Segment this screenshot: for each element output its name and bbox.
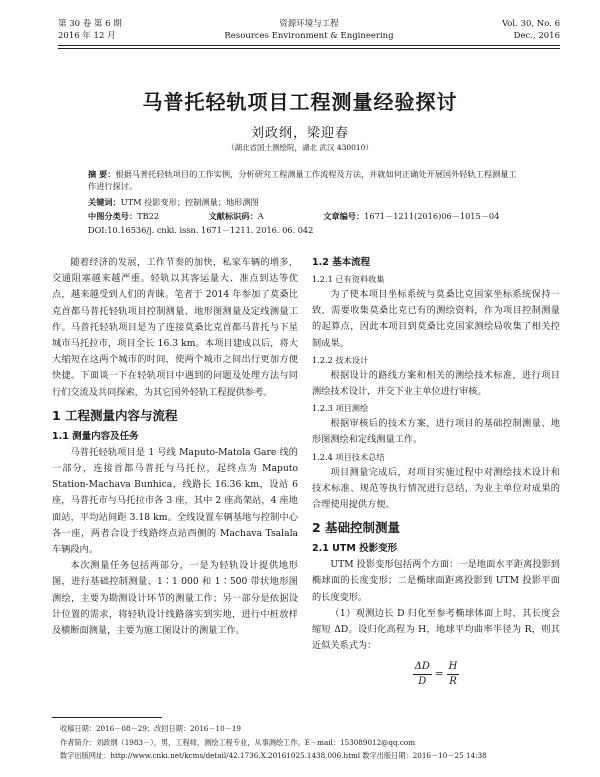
classification-row [88, 210, 520, 222]
formula-right-numerator: H [447, 660, 460, 675]
section-1-heading: 1 工程测量内容与流程 [52, 407, 178, 423]
section-1-2-3-paragraph: 根据审核后的技术方案，进行项目的基础控制测量、地形图测绘和定线测量工作。 [312, 418, 560, 446]
footnote-received: 收稿日期：2016－08－29；改回日期：2016－10－19 [60, 724, 241, 733]
clc-label: 中图分类号： [88, 211, 138, 221]
abstract [88, 168, 520, 192]
formula-equals: = [435, 669, 444, 681]
doc-code-value: A [257, 211, 264, 221]
section-1-2-1-paragraph: 为了使本项目坐标系统与莫桑比克国家坐标系统保持一致，需要收集莫桑比克已有的测绘资料，作为项目控制测量的起算点，因此本项目到莫桑比克国家测绘局收集了相关控制成果。 [312, 289, 560, 349]
footnote-publish: 数字出版网址：http://www.cnki.net/kcms/detail/42.1736.X.20161025.1438.006.html 数字出版日期：2016－10－25 14:38 [60, 751, 487, 760]
formula [312, 660, 560, 689]
keywords-text: UTM 投影变形；控制测量；地形测图 [120, 197, 259, 207]
section-1-2-2-paragraph: 根据设计的路线方案和相关的测绘技术标准，进行项目测绘技术设计，并交下业主单位进行审核。 [312, 369, 560, 398]
paper-affiliation: （湖北省国土测绘院，湖北 武汉 430010） [227, 143, 373, 152]
section-2-1-paragraph-1: UTM 投影变形包括两个方面：一是地面水平距离投影到椭球面的长度变形；二是椭球面距离投影到 UTM 投影平面的长度变形。 [312, 559, 560, 603]
paper-authors: 刘政纲，梁迎春 [250, 126, 349, 141]
journal-name-cn: 资源环境与工程 [279, 19, 339, 29]
volume-issue: 第 30 卷 第 6 期 [58, 19, 122, 29]
section-1-2-4-heading: 1.2.4 项目技术总结 [312, 451, 385, 462]
formula-denominator: D [418, 676, 427, 688]
formula-numerator: ΔD [413, 660, 432, 675]
keywords [88, 196, 520, 208]
keywords-label: 关键词： [88, 197, 121, 207]
article-number-value: 1671－1211(2016)06－1015－04 [364, 211, 500, 221]
left-column [52, 255, 298, 639]
year-month: 2016 年 12 月 [58, 31, 116, 41]
footnote-divider [52, 717, 162, 718]
section-1-2-heading: 1.2 基本流程 [312, 257, 371, 268]
section-2-1-heading: 2.1 UTM 投影变形 [312, 543, 398, 555]
section-1-2-2-heading: 1.2.2 技术设计 [312, 354, 369, 365]
intro-paragraph: 随着经济的发展，工作节奏的加快，私家车辆的增多，交通阻塞越来越严重。轻轨以其客运量大、准点到达等优点，越来越受到人们的青睐。笔者于 2014 年参加了莫桑比克首都马普托轻轨项目控制测量、地形图测量及定线测量工作。马普托轻轨项目是为了连接莫桑比克首都马普托与下星城市马托拉市，项目全长 16.3 km。本项目建成以后，将大大缩短在这两个城市的时间，使两个城市之间出行更加方便快捷。下面谈一下在轻轨项目中遇到的问题及处理方法与同行们交流及共同探索，为其它国外轻轨工程提供参考。 [52, 257, 298, 398]
doc-code-label: 文献标识码： [208, 211, 258, 221]
section-1-2-4-paragraph: 项目测量完成后，对项目实施过程中对测绘技术设计和技术标准、规范等执行情况进行总结，为业主单位对成果的合理使用提供方便。 [312, 466, 560, 511]
formula-right-denominator: R [449, 676, 457, 688]
header-right [502, 18, 560, 42]
section-1-1-paragraph-2: 本次测量任务包括两部分，一是为轻轨设计提供地形图，进行基础控制测量、1∶1 000 和 1∶500 带状地形图测绘，主要为勘测设计环节的测量工作；另一部分是依据设计位置的需求，将轻轨设计线路落实到实地，进行中桩放样及横断面测量，主要为施工图设计的测量工作。 [52, 560, 298, 637]
section-1-1-paragraph-1: 马普托轻轨项目是 1 号线 Maputo-Matola Gare 线的一部分，连接首都马普托与马托拉，起终点为 Maputo Station-Machava Bunhica，线路长 16.36 km，设站 6 座，马普托市与马托拉市各 3 座，其中 2 座高架站，4 座地面站，平均站间距 3.18 km。全线设置车辆基地与控制中心各一座，两者合设于线路终点站西侧的 Machava Tsalala 车辆段内。 [52, 446, 298, 556]
paper-title: 马普托轻轨项目工程测量经验探讨 [142, 90, 458, 114]
header-center [58, 18, 560, 42]
clc-value: TB22 [137, 211, 160, 221]
volume-issue-en: Vol. 30, No. 6 [501, 19, 560, 29]
header-divider [58, 45, 560, 46]
section-1-2-1-heading: 1.2.1 已有资料收集 [312, 274, 385, 284]
doi: DOI:10.16536/j. cnki. issn. 1671－1211. 2016. 06. 042 [88, 225, 314, 235]
article-number-label: 文章编号： [323, 211, 365, 221]
section-2-1-paragraph-2: （1）观测边长 D 归化至参考椭球体面上时，其长度会缩短 ΔD。设归化高程为 H，地球平均曲率半径为 R，则其近似关系式为： [312, 607, 560, 652]
abstract-text: 根据马普托轻轨项目的工作实例，分析研究工程测量工作流程及方法，并就如何正确处开展国外轻轨工程测量工作进行探讨。 [88, 169, 517, 191]
header-divider-thin [58, 48, 560, 49]
section-1-2-3-heading: 1.2.3 项目测绘 [312, 403, 369, 414]
formula-left-fraction [413, 660, 432, 689]
section-1-1-heading: 1.1 测量内容及任务 [52, 430, 139, 442]
section-2-heading: 2 基础控制测量 [312, 520, 401, 536]
date-en: Dec., 2016 [513, 31, 560, 41]
abstract-label: 摘 要： [88, 169, 116, 179]
journal-name-en: Resources Environment & Engineering [224, 31, 394, 41]
footnote-author: 作者简介：刘政纲（1983－），男，工程师，测绘工程专业，从事测绘工作。E－mail：153089012@qq.com [60, 737, 416, 747]
formula-right-fraction [447, 660, 460, 689]
footnotes [60, 722, 560, 763]
right-column [312, 255, 560, 689]
